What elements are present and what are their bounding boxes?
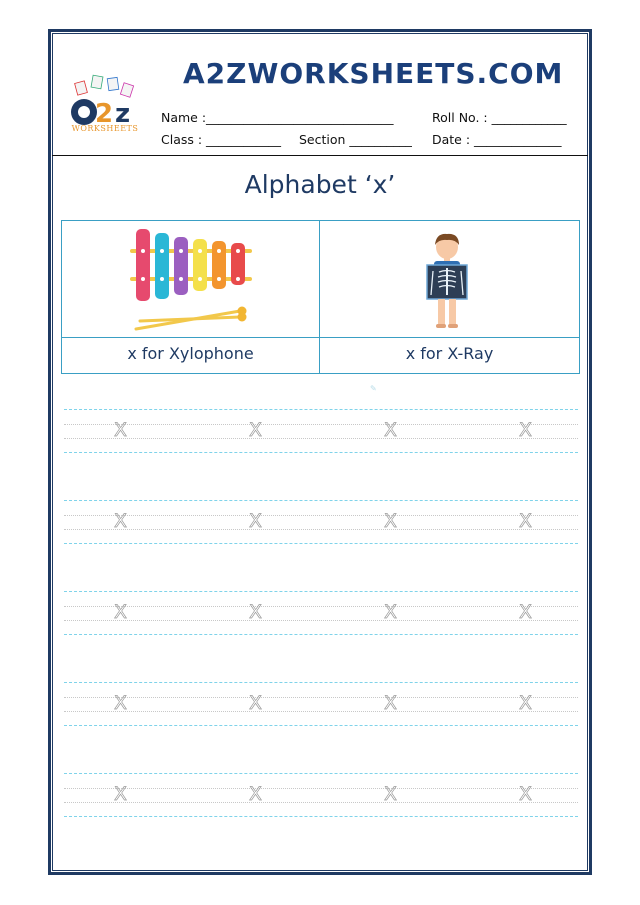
trace-letter[interactable]: X <box>519 601 533 623</box>
table-row-divider <box>62 337 579 338</box>
guide-top-line <box>64 682 578 683</box>
trace-letter[interactable]: X <box>519 692 533 714</box>
trace-letter[interactable]: X <box>249 692 263 714</box>
guide-bottom-line <box>64 452 578 453</box>
guide-bottom-line <box>64 634 578 635</box>
picture-caption-x-ray: x for X-Ray <box>405 344 494 363</box>
guide-mid-line <box>64 424 578 425</box>
svg-text:2: 2 <box>95 99 114 129</box>
trace-letter[interactable]: X <box>384 692 398 714</box>
trace-letter[interactable]: X <box>384 510 398 532</box>
page-heading: Alphabet ‘x’ <box>244 170 396 199</box>
x-ray-icon <box>422 231 472 333</box>
trace-letter[interactable]: X <box>114 692 128 714</box>
guide-base-line <box>64 529 578 530</box>
logo-text: WORKSHEETS <box>71 124 139 133</box>
trace-letter[interactable]: X <box>114 783 128 805</box>
trace-letter[interactable]: X <box>384 783 398 805</box>
trace-letter[interactable]: X <box>384 419 398 441</box>
trace-letter[interactable]: X <box>519 419 533 441</box>
guide-top-line <box>64 591 578 592</box>
trace-letter[interactable]: X <box>249 601 263 623</box>
guide-mid-line <box>64 606 578 607</box>
picture-table <box>61 220 580 374</box>
trace-letter[interactable]: X <box>249 510 263 532</box>
guide-top-line <box>64 773 578 774</box>
guide-bottom-line <box>64 543 578 544</box>
header-divider <box>52 155 588 156</box>
class-field[interactable]: Class : ____________ <box>161 132 282 147</box>
roll-number-field[interactable]: Roll No. : ____________ <box>432 110 567 125</box>
guide-mid-line <box>64 515 578 516</box>
guide-bottom-line <box>64 725 578 726</box>
trace-letter[interactable]: X <box>114 419 128 441</box>
guide-base-line <box>64 438 578 439</box>
guide-top-line <box>64 500 578 501</box>
trace-letter[interactable]: X <box>114 510 128 532</box>
svg-text:z: z <box>115 99 131 129</box>
guide-base-line <box>64 802 578 803</box>
trace-letter[interactable]: X <box>114 601 128 623</box>
guide-mid-line <box>64 697 578 698</box>
xylophone-icon <box>126 225 256 335</box>
guide-top-line <box>64 409 578 410</box>
section-field[interactable]: Section __________ <box>299 132 412 147</box>
trace-letter[interactable]: X <box>519 783 533 805</box>
date-field[interactable]: Date : ______________ <box>432 132 562 147</box>
trace-letter[interactable]: X <box>519 510 533 532</box>
picture-caption-xylophone: x for Xylophone <box>127 344 254 363</box>
guide-base-line <box>64 620 578 621</box>
site-title[interactable]: A2ZWORKSHEETS.COM <box>183 57 564 90</box>
guide-bottom-line <box>64 816 578 817</box>
trace-letter[interactable]: X <box>384 601 398 623</box>
watermark-icon: ✎ <box>370 384 377 393</box>
name-field[interactable]: Name :______________________________ <box>161 110 394 125</box>
trace-letter[interactable]: X <box>249 419 263 441</box>
trace-letter[interactable]: X <box>249 783 263 805</box>
guide-base-line <box>64 711 578 712</box>
guide-mid-line <box>64 788 578 789</box>
